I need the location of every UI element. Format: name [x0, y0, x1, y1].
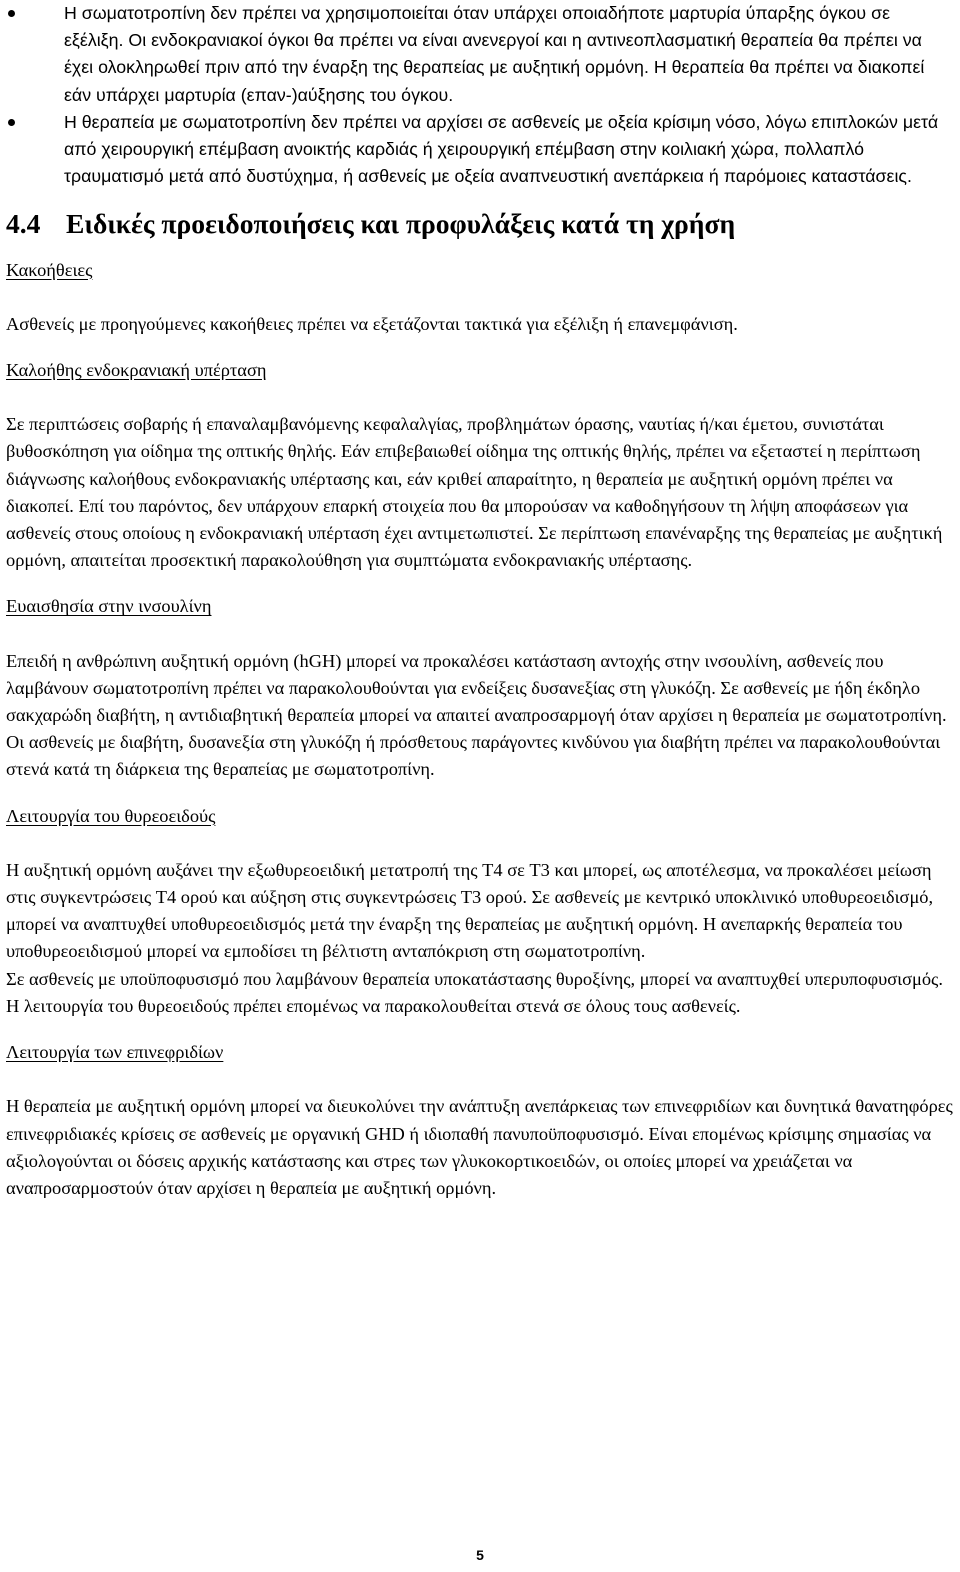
- page-number: 5: [476, 1547, 484, 1563]
- bullet-item: [6, 109, 954, 191]
- section-number: 4.4: [6, 208, 41, 240]
- subsection-adrenal-function: [6, 1039, 954, 1202]
- section-title: Ειδικές προειδοποιήσεις και προφυλάξεις κατά τη χρήση: [66, 208, 736, 240]
- paragraph: Επειδή η ανθρώπινη αυξητική ορμόνη (hGH) μπορεί να προκαλέσει κατάσταση αντοχής στην ινσουλίνη, ασθενείς που λαμβάνουν σωματοτροπίνη πρέπει να παρακολουθούνται για ενδείξεις δυσανεξίας στη γλυκόζη. Σε ασθενείς με ήδη έκδηλο σακχαρώδη διαβήτη, η αντιδιαβητική θεραπεία μπορεί να απαιτεί αναπροσαρμογή όταν αρχίσει η θεραπεία με σωματοτροπίνη. Οι ασθενείς με διαβήτη, δυσανεξία στη γλυκόζη ή πρόσθετους παράγοντες κινδύνου για διαβήτη πρέπει να παρακολουθούνται στενά κατά τη διάρκεια της θεραπείας με σωματοτροπίνη.: [6, 650, 947, 780]
- subsection-heading: Καλοήθης ενδοκρανιακή υπέρταση: [6, 360, 267, 381]
- bullet-text: Η σωματοτροπίνη δεν πρέπει να χρησιμοποιείται όταν υπάρχει οποιαδήποτε μαρτυρία ύπαρξης όγκου σε εξέλιξη. Οι ενδοκρανιακοί όγκοι θα πρέπει να είναι ανενεργοί και η αντινεοπλασματική θεραπεία θα πρέπει να έχει ολοκληρωθεί πριν από την έναρξη της θεραπείας με αυξητική ορμόνη.: [64, 3, 922, 78]
- paragraph: Ασθενείς με προηγούμενες κακοήθειες πρέπει να εξετάζονται τακτικά για εξέλιξη ή επανεμφάνιση.: [6, 313, 738, 334]
- subsection-heading: Λειτουργία των επινεφριδίων: [6, 1042, 224, 1063]
- bullet-text-continued: Η θεραπεία θα πρέπει να διακοπεί εάν υπάρχει μαρτυρία (επαν-)αύξησης του όγκου.: [64, 57, 925, 105]
- subsection-intracranial-hypertension: [6, 357, 954, 574]
- paragraph: Η θεραπεία με αυξητική ορμόνη μπορεί να διευκολύνει την ανάπτυξη ανεπάρκειας των επινεφριδίων και δυνητικά θανατηφόρες επινεφριδιακές κρίσεις σε ασθενείς με οργανική GHD ή ιδιοπαθή πανυποϋποφυσισμό. Είναι επομένως κρίσιμης σημασίας να αξιολογούνται οι δόσεις αρχικής κατάστασης και στρες των γλυκοκορτικοειδών, οι οποίες μπορεί να χρειάζεται να αναπροσαρμοστούν όταν αρχίσει η θεραπεία με αυξητική ορμόνη.: [6, 1096, 953, 1198]
- subsection-thyroid-function: [6, 803, 954, 1020]
- paragraph: Η αυξητική ορμόνη αυξάνει την εξωθυρεοειδική μετατροπή της T4 σε T3 και μπορεί, ως αποτέλεσμα, να προκαλέσει μείωση στις συγκεντρώσεις T4 ορού και αύξηση στις συγκεντρώσεις T3 ορού. Σε ασθενείς με κεντρικό υποκλινικό υποθυρεοειδισμό, μπορεί να αναπτυχθεί υποθυρεοειδισμός μετά την έναρξη της θεραπείας με αυξητική ορμόνη. Η ανεπαρκής θεραπεία του υποθυρεοειδισμού μπορεί να εμποδίσει τη βέλτιστη ανταπόκριση στη σωματοτροπίνη.: [6, 859, 934, 962]
- bullet-list: [6, 0, 954, 190]
- paragraph: Σε ασθενείς με υποϋποφυσισμό που λαμβάνουν θεραπεία υποκατάστασης θυροξίνης, μπορεί να αναπτυχθεί υπερυποφυσισμός. Η λειτουργία του θυρεοειδούς πρέπει επομένως να παρακολουθείται στενά σε όλους τους ασθενείς.: [6, 968, 943, 1016]
- subsection-heading: Λειτουργία του θυρεοειδούς: [6, 805, 216, 826]
- bullet-text: Η θεραπεία με σωματοτροπίνη δεν πρέπει να αρχίσει σε ασθενείς με οξεία κρίσιμη νόσο, λόγω επιπλοκών μετά από χειρουργική επέμβαση ανοικτής καρδιάς ή χειρουργική επέμβαση στην κοιλιακή χώρα, πολλαπλό τραυματισμό μετά από δυστύχημα, ή ασθενείς με οξεία αναπνευστική ανεπάρκεια ή παρόμοιες καταστάσεις.: [64, 111, 939, 187]
- subsection-heading: Κακοήθειες: [6, 259, 93, 280]
- bullet-item: [6, 0, 954, 109]
- paragraph: Σε περιπτώσεις σοβαρής ή επαναλαμβανόμενης κεφαλαλγίας, προβλημάτων όρασης, ναυτίας ή/και έμετου, συνιστάται βυθοσκόπηση για οίδημα της οπτικής θηλής. Εάν επιβεβαιωθεί οίδημα της οπτικής θηλής, πρέπει να εξεταστεί η περίπτωση διάγνωσης καλοήθους ενδοκρανιακής υπέρτασης και, εάν κριθεί απαραίτητο, η θεραπεία με αυξητική ορμόνη πρέπει να διακοπεί. Επί του παρόντος, δεν υπάρχουν επαρκή στοιχεία που θα μπορούσαν να καθοδηγήσουν τη λήψη αποφάσεων για ασθενείς στους οποίους η ενδοκρανιακή υπέρταση έχει αντιμετωπιστεί. Σε περίπτωση επανέναρξης της θεραπείας με αυξητική ορμόνη, απαιτείται προσεκτική παρακολούθηση για συμπτώματα ενδοκρανιακής υπέρτασης.: [6, 414, 943, 571]
- section-heading: [6, 208, 954, 240]
- bullet-icon: [8, 119, 15, 126]
- subsection-malignancies: [6, 257, 954, 338]
- subsection-heading: Ευαισθησία στην ινσουλίνη: [6, 596, 212, 617]
- subsection-insulin-sensitivity: [6, 593, 954, 783]
- document-content: [6, 0, 954, 1202]
- bullet-icon: [8, 10, 15, 17]
